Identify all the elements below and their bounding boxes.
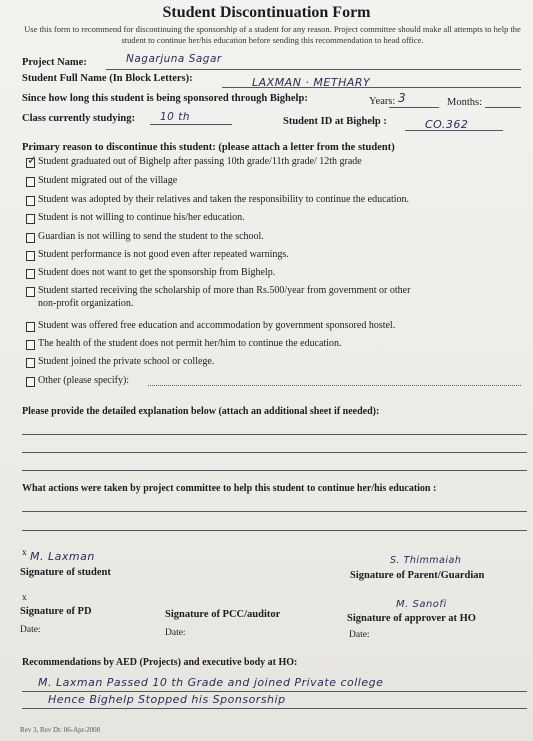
pd-signature-label: Signature of PD: [20, 606, 92, 617]
class-value[interactable]: 10 th: [160, 111, 190, 123]
reason-label-hostel: Student was offered free education and accommodation by government sponsored hostel.: [38, 320, 396, 331]
recommendation-rule-2: [22, 708, 527, 709]
student-signature[interactable]: M. Laxman: [30, 550, 95, 563]
reason-checkbox-other[interactable]: [26, 377, 35, 387]
explanation-line-2[interactable]: [22, 452, 527, 453]
parent-signature[interactable]: S. Thimmaiah: [390, 555, 462, 566]
approver-signature-label: Signature of approver at HO: [347, 613, 476, 624]
revision-footer: Rev 3, Rev Dt: 06-Apr-2008: [20, 726, 101, 734]
sponsorship-duration-label: Since how long this student is being sponsored through Bighelp:: [22, 93, 308, 104]
explanation-line-3[interactable]: [22, 470, 527, 471]
actions-line-2[interactable]: [22, 530, 527, 531]
reasons-heading: Primary reason to discontinue this student: (please attach a letter from the student): [22, 142, 395, 153]
reason-checkbox-adopted[interactable]: [26, 196, 35, 206]
reason-label-no-sponsorship: Student does not want to get the sponsorship from Bighelp.: [38, 267, 276, 278]
reason-checkbox-no-sponsorship[interactable]: [26, 269, 35, 279]
approver-signature[interactable]: M. Sanofi: [396, 599, 447, 610]
years-value[interactable]: 3: [398, 91, 407, 105]
other-specify-line[interactable]: [148, 385, 521, 386]
recommendation-line-2[interactable]: Hence Bighelp Stopped his Sponsorship: [48, 693, 286, 706]
actions-heading: What actions were taken by project committee to help this student to continue her/his education :: [22, 483, 437, 494]
reason-label-adopted: Student was adopted by their relatives and taken the responsibility to continue the education.: [38, 194, 410, 205]
class-label: Class currently studying:: [22, 113, 135, 124]
check-mark-icon: ✓: [27, 153, 38, 167]
reason-label-graduated: Student graduated out of Bighelp after passing 10th grade/11th grade/ 12th grade: [38, 156, 362, 167]
approver-date-label: Date:: [349, 630, 370, 640]
class-line: [150, 124, 232, 125]
reason-checkbox-migrated[interactable]: [26, 177, 35, 187]
reason-checkbox-private-school[interactable]: [26, 358, 35, 368]
project-name-label: Project Name:: [22, 57, 87, 68]
months-line: [485, 107, 521, 108]
student-id-label: Student ID at Bighelp :: [283, 116, 387, 127]
reason-label-scholarship-line2: non-profit organization.: [38, 298, 134, 309]
reason-label-performance: Student performance is not good even after repeated warnings.: [38, 249, 289, 260]
reason-label-health: The health of the student does not permit her/him to continue the education.: [38, 338, 342, 349]
student-signature-mark: x: [22, 548, 27, 558]
student-signature-label: Signature of student: [20, 567, 111, 578]
years-line: [389, 107, 439, 108]
reason-checkbox-hostel[interactable]: [26, 322, 35, 332]
years-label: Years:: [369, 96, 396, 107]
reason-checkbox-not-willing[interactable]: [26, 214, 35, 224]
reason-checkbox-scholarship[interactable]: [26, 287, 35, 297]
reason-label-guardian: Guardian is not willing to send the student to the school.: [38, 231, 264, 242]
project-name-line: [106, 69, 521, 70]
months-label: Months:: [447, 97, 483, 108]
recommendations-heading: Recommendations by AED (Projects) and executive body at HO:: [22, 657, 298, 668]
form-title: Student Discontinuation Form: [162, 4, 371, 21]
reason-checkbox-performance[interactable]: [26, 251, 35, 261]
reason-label-scholarship: Student started receiving the scholarship of more than Rs.500/year from government or other: [38, 285, 411, 296]
student-name-value[interactable]: LAXMAN · METHARY: [252, 76, 371, 89]
pcc-date-label: Date:: [165, 628, 186, 638]
reason-label-private-school: Student joined the private school or college.: [38, 356, 215, 367]
explanation-heading: Please provide the detailed explanation below (attach an additional sheet if needed):: [22, 406, 380, 417]
student-name-label: Student Full Name (In Block Letters):: [22, 73, 193, 84]
student-name-line: [222, 87, 521, 88]
student-id-value[interactable]: CO.362: [425, 118, 469, 131]
reason-checkbox-guardian[interactable]: [26, 233, 35, 243]
explanation-line-1[interactable]: [22, 434, 527, 435]
actions-line-1[interactable]: [22, 511, 527, 512]
form-instructions: Use this form to recommend for discontinuing the sponsorship of a student for any reason. Project committee should make all attempts to help the student to continue her/his education before sending this recommendation to head office.: [24, 24, 521, 45]
recommendation-rule-1: [22, 691, 527, 692]
project-name-value[interactable]: Nagarjuna Sagar: [126, 53, 222, 65]
reason-label-not-willing: Student is not willing to continue his/her education.: [38, 212, 245, 223]
pcc-signature-label: Signature of PCC/auditor: [165, 609, 281, 620]
recommendation-line-1[interactable]: M. Laxman Passed 10 th Grade and joined Private college: [38, 676, 384, 689]
parent-signature-label: Signature of Parent/Guardian: [350, 570, 485, 581]
student-id-line: [405, 130, 503, 131]
reason-label-migrated: Student migrated out of the village: [38, 175, 178, 186]
reason-label-other: Other (please specify):: [38, 375, 130, 386]
pd-date-label: Date:: [20, 625, 41, 635]
reason-checkbox-health[interactable]: [26, 340, 35, 350]
pd-signature-mark: x: [22, 593, 27, 603]
